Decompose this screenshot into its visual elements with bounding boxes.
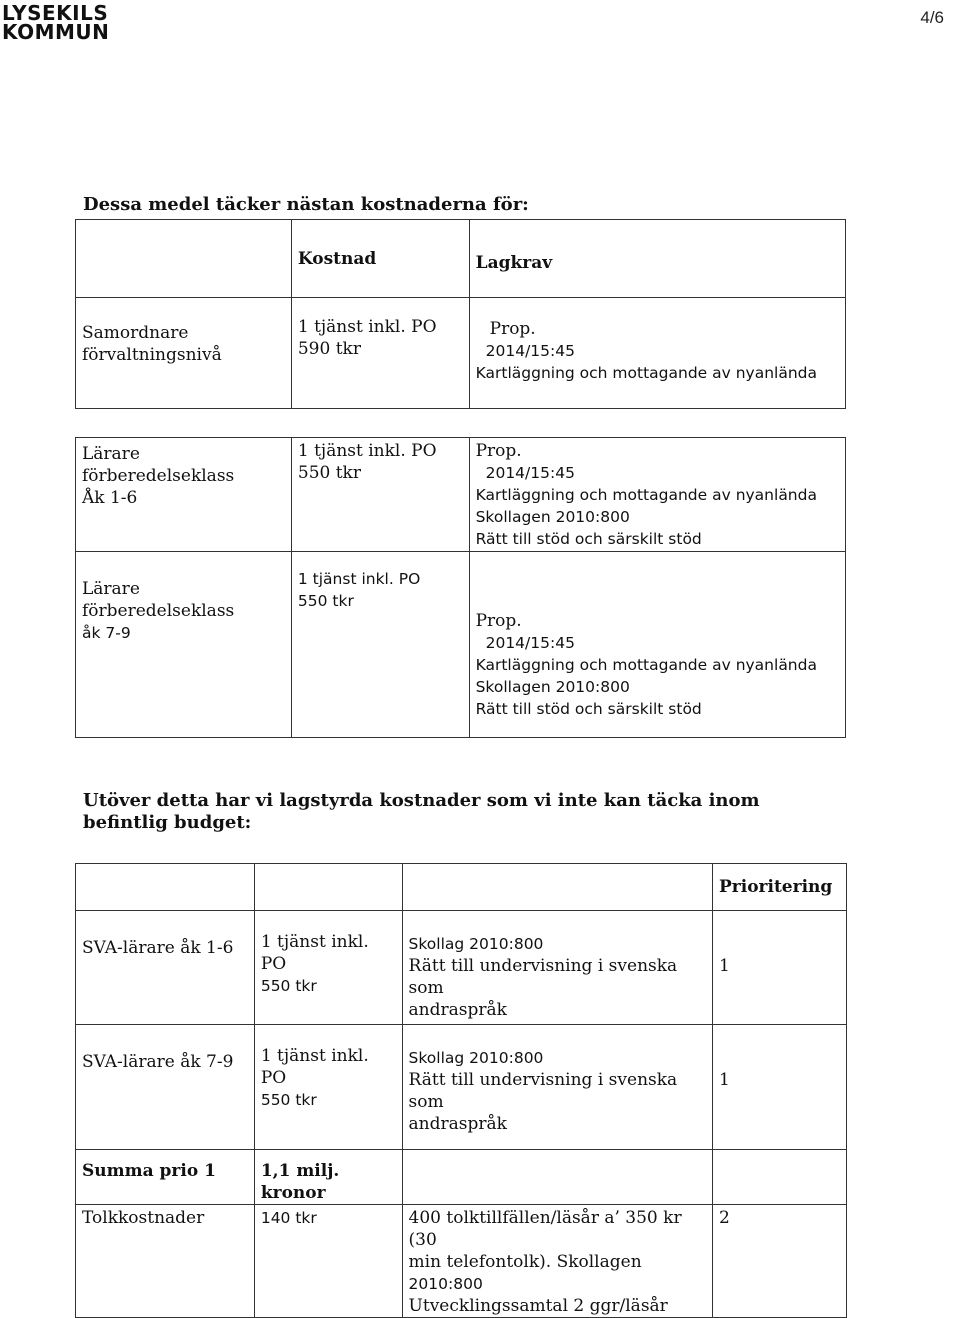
cost-cell: 1 tjänst inkl. PO 550 tkr [254,911,402,1025]
cost-cell: 1 tjänst inkl. PO 550 tkr [291,438,469,552]
table-header-row [76,864,847,911]
table-row [76,911,847,1025]
law-cell: Skollag 2010:800 Rätt till undervisning i svenska som andraspråk [402,1025,712,1150]
page-number: 4/6 [920,8,944,27]
header-empty-cell [254,864,402,911]
priority-cell: 1 [713,1025,847,1150]
law-cell: Prop. 2014/15:45 Kartläggning och mottagande av nyanlända [469,298,845,409]
logo-line-2: KOMMUN [2,20,110,44]
role-cell: Lärare förberedelseklass Åk 1-6 [76,438,292,552]
cost-table-1 [75,219,846,409]
table-header-row [76,220,846,298]
cost-table-2 [75,437,846,738]
priority-cell: 1 [713,911,847,1025]
table-row [76,552,846,738]
header-empty-cell [76,864,255,911]
law-cell: Prop. 2014/15:45 Kartläggning och mottagande av nyanlända Skollagen 2010:800 Rätt till stöd och särskilt stöd [469,552,845,738]
role-cell: Tolkkostnader [76,1205,255,1318]
role-cell: SVA-lärare åk 1-6 [76,911,255,1025]
sum-empty-cell [713,1150,847,1205]
section3-heading: Utöver detta har vi lagstyrda kostnader som vi inte kan täcka inom befintlig budget: [83,790,760,833]
header-empty-cell [402,864,712,911]
table-row [76,438,846,552]
logo-line-1: LYSEKILS [2,1,109,25]
lysekil-logo [2,1,110,44]
sum-label: Summa prio 1 [76,1150,255,1205]
table-row [76,1025,847,1150]
cost-cell: 1 tjänst inkl. PO 550 tkr [291,552,469,738]
cost-cell: 1 tjänst inkl. PO 550 tkr [254,1025,402,1150]
header-empty-cell [76,220,292,298]
header-law: Lagkrav [469,220,845,298]
sum-empty-cell [402,1150,712,1205]
law-cell: Prop. 2014/15:45 Kartläggning och mottagande av nyanlända Skollagen 2010:800 Rätt till stöd och särskilt stöd [469,438,845,552]
role-cell: Samordnare förvaltningsnivå [76,298,292,409]
extra-cost-table [75,863,847,1318]
interp-row [76,1205,847,1318]
law-cell: Skollag 2010:800 Rätt till undervisning i svenska som andraspråk [402,911,712,1025]
cost-cell: 140 tkr [254,1205,402,1318]
header-priority: Prioritering [713,864,847,911]
priority-cell: 2 [713,1205,847,1318]
header-cost: Kostnad [291,220,469,298]
table-row [76,298,846,409]
section1-heading: Dessa medel täcker nästan kostnaderna för: [83,194,529,215]
role-cell: Lärare förberedelseklass åk 7-9 [76,552,292,738]
sum-row [76,1150,847,1205]
cost-cell: 1 tjänst inkl. PO 590 tkr [291,298,469,409]
role-cell: SVA-lärare åk 7-9 [76,1025,255,1150]
law-cell: 400 tolktillfällen/läsår a’ 350 kr (30 min telefontolk). Skollagen 2010:800 Utvecklingssamtal 2 ggr/läsår [402,1205,712,1318]
sum-value: 1,1 milj. kronor [254,1150,402,1205]
